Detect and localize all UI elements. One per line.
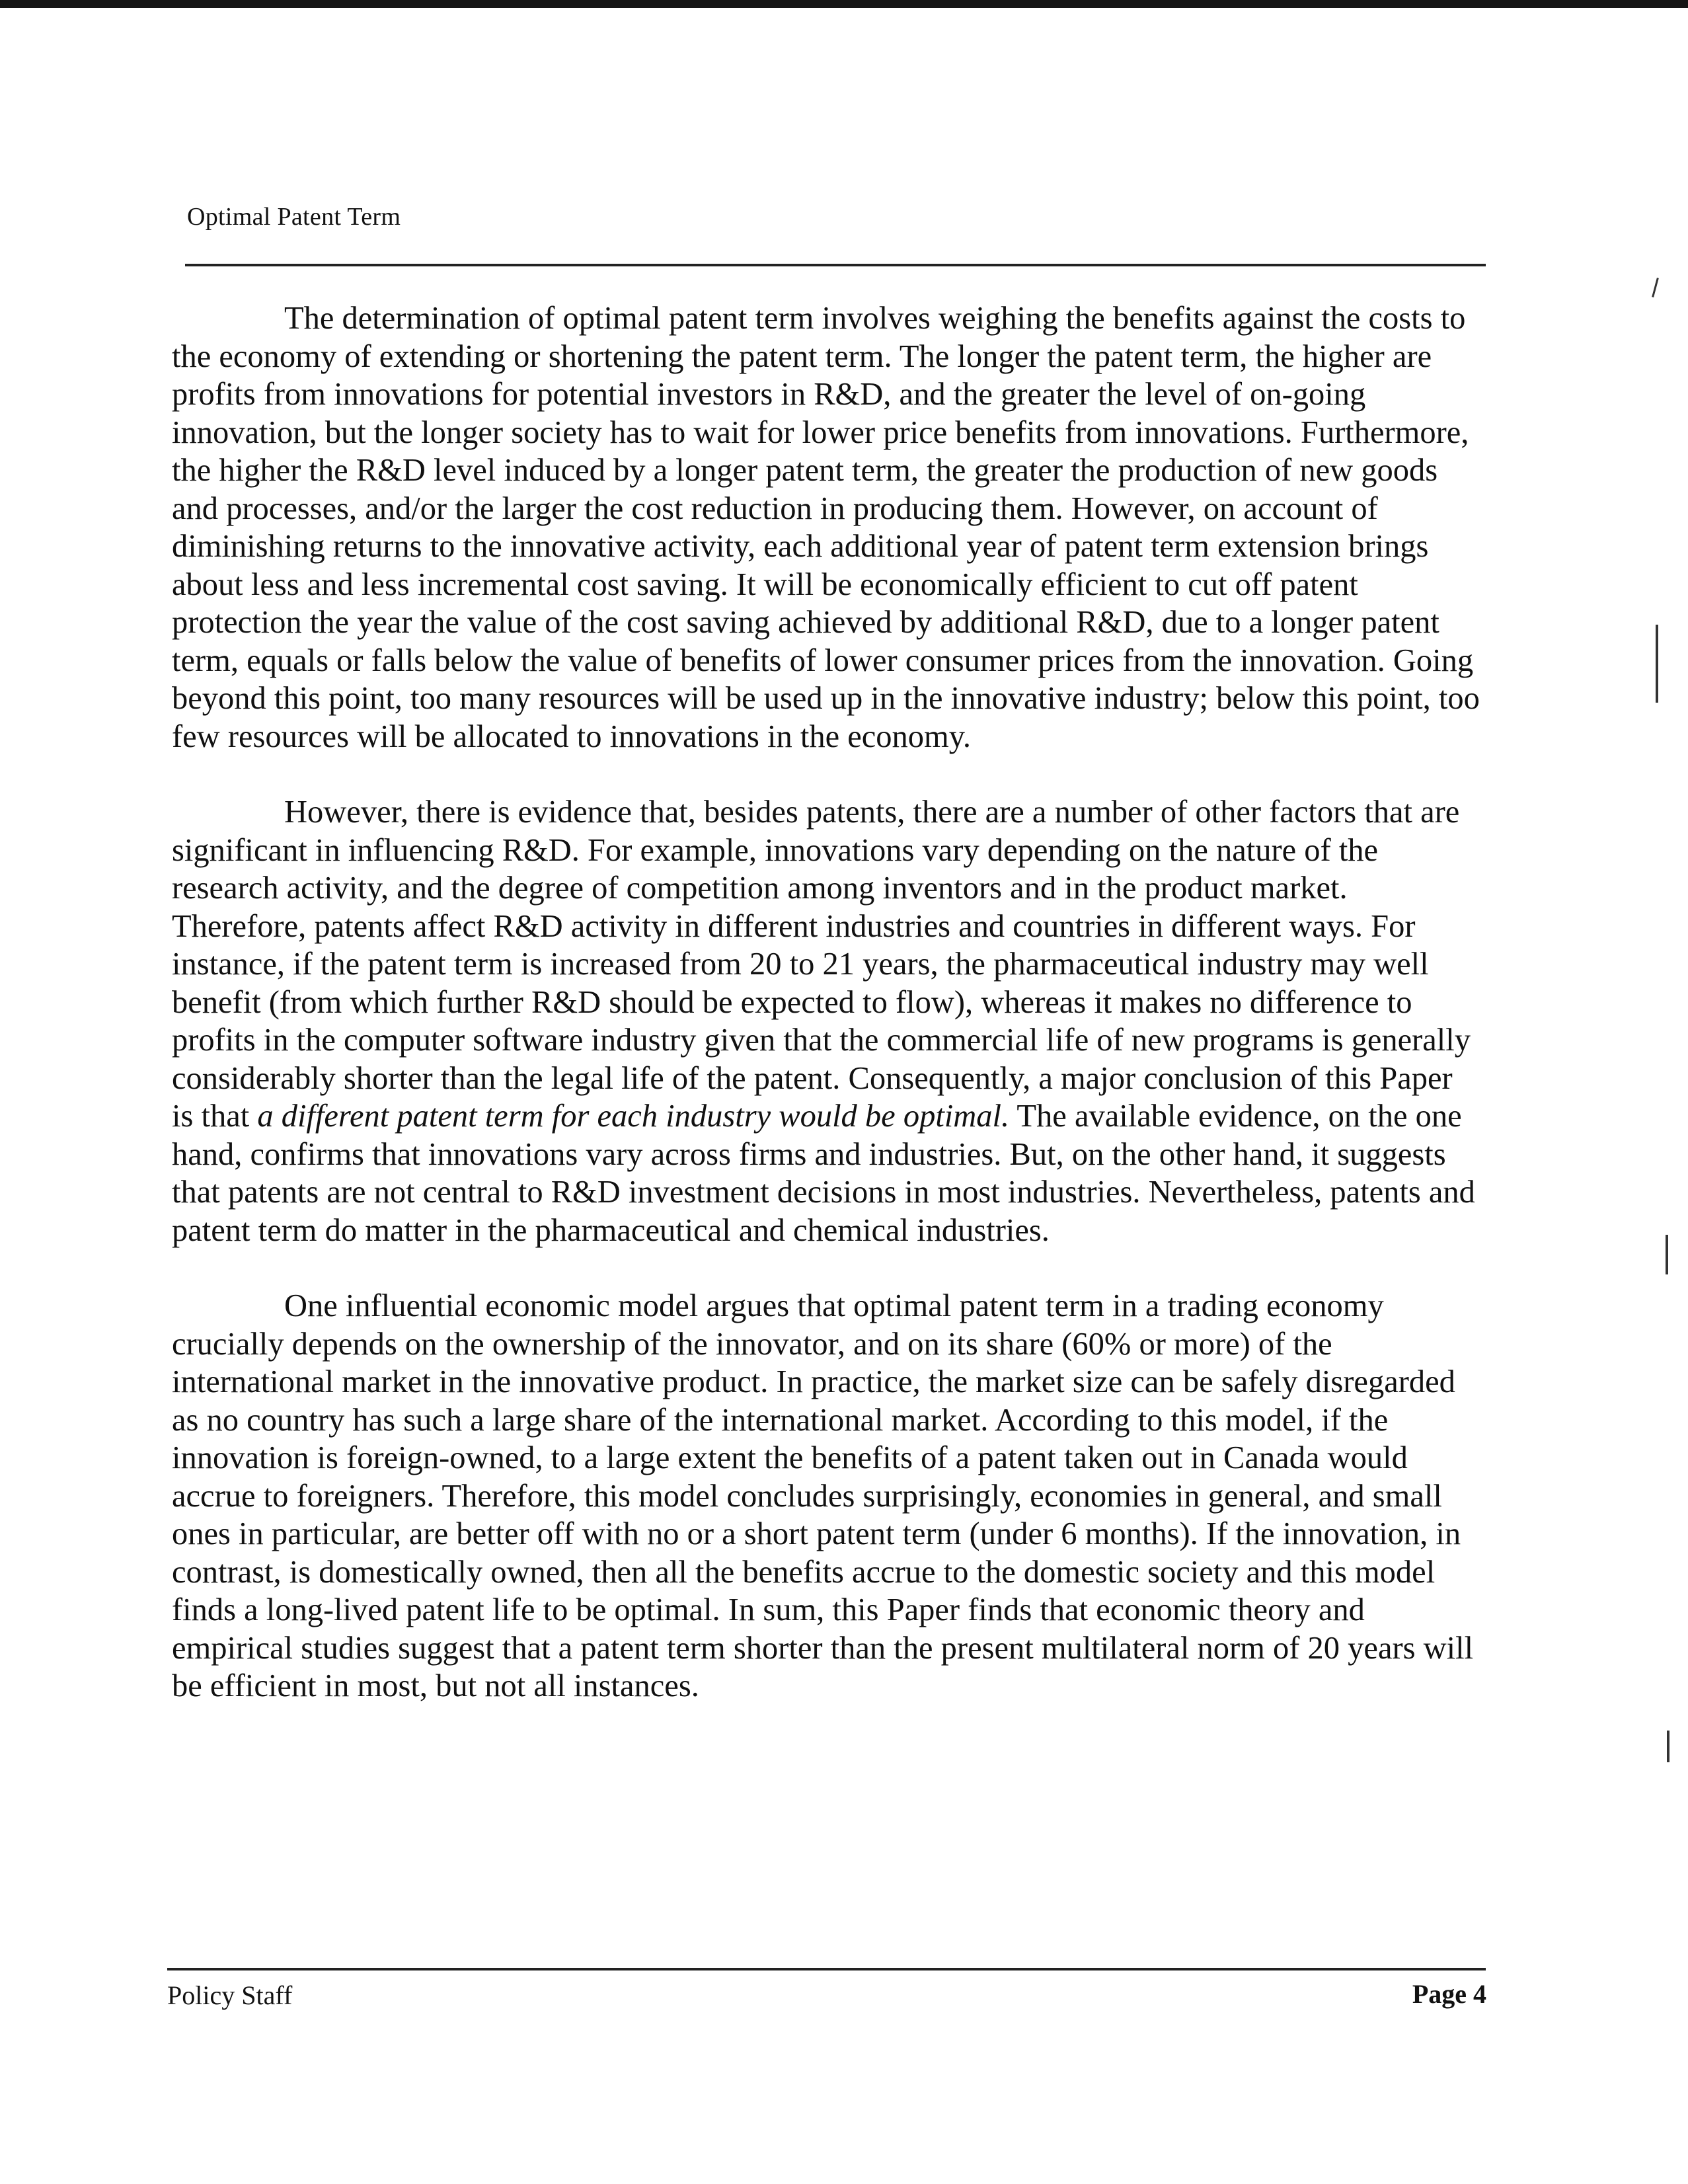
footer-left: Policy Staff <box>167 1980 293 2010</box>
paragraph-2-text-before: However, there is evidence that, besides patents, there are a number of other factors that are significant in influencing R&D. For example, innovations vary depending on the nature of the research activity, and the degree of competition among inventors and in the product market. Therefore, patents affect R&D activity in different industries and countries in different ways. For instance, if the patent term is increased from 20 to 21 years, the pharmaceutical industry may well benefit (from which further R&D should be expected to flow), whereas it makes no difference to profits in the computer software industry given that the commercial life of new programs is generally considerably shorter than the legal life of the patent. Consequently, a major conclusion of this Paper is that <box>172 795 1471 1134</box>
margin-mark-4 <box>1652 278 1659 297</box>
header-rule <box>185 264 1486 266</box>
paragraph-2-text-after: The available evidence, on the one hand, confirms that innovations vary across firms and industries. But, on the other hand, it suggests that patents are not central to R&D investment decisions in most industries. Nevertheless, patents and patent term do matter in the pharmaceutical and chemical industries. <box>172 1099 1475 1248</box>
paragraph-2 <box>172 793 1482 1249</box>
paragraph-1: The determination of optimal patent term involves weighing the benefits against the costs to the economy of extending or shortening the patent term. The longer the patent term, the higher are profits from innovations for potential investors in R&D, and the greater the level of on-going innovation, but the longer society has to wait for lower price benefits from innovations. Furthermore, the higher the R&D level induced by a longer patent term, the greater the production of new goods and processes, and/or the larger the cost reduction in producing them. However, on account of diminishing returns to the innovative activity, each additional year of patent term extension brings about less and less incremental cost saving. It will be economically efficient to cut off patent protection the year the value of the cost saving achieved by additional R&D, due to a longer patent term, equals or falls below the value of benefits of lower consumer prices from the innovation. Going beyond this point, too many resources will be used up in the innovative industry; below this point, too few resources will be allocated to innovations in the economy. <box>172 301 1480 754</box>
margin-mark-2 <box>1666 1235 1668 1274</box>
footer-rule <box>167 1968 1486 1970</box>
body-text <box>172 299 1482 1705</box>
paragraph-2-emphasis: a different patent term for each industry would be optimal. <box>257 1099 1010 1134</box>
scan-top-edge <box>0 0 1688 8</box>
margin-mark-1 <box>1656 625 1658 703</box>
margin-mark-3 <box>1667 1731 1669 1762</box>
running-header: Optimal Patent Term <box>187 203 401 231</box>
paragraph-3: One influential economic model argues that optimal patent term in a trading economy crucially depends on the ownership of the innovator, and on its share (60% or more) of the international market in the innovative product. In practice, the market size can be safely disregarded as no country has such a large share of the international market. According to this model, if the innovation is foreign-owned, to a large extent the benefits of a patent taken out in Canada would accrue to foreigners. Therefore, this model concludes surprisingly, economies in general, and small ones in particular, are better off with no or a short patent term (under 6 months). If the innovation, in contrast, is domestically owned, then all the benefits accrue to the domestic society and this model finds a long-lived patent life to be optimal. In sum, this Paper finds that economic theory and empirical studies suggest that a patent term shorter than the present multilateral norm of 20 years will be efficient in most, but not all instances. <box>172 1288 1474 1703</box>
page-number: Page 4 <box>1412 1979 1486 2009</box>
